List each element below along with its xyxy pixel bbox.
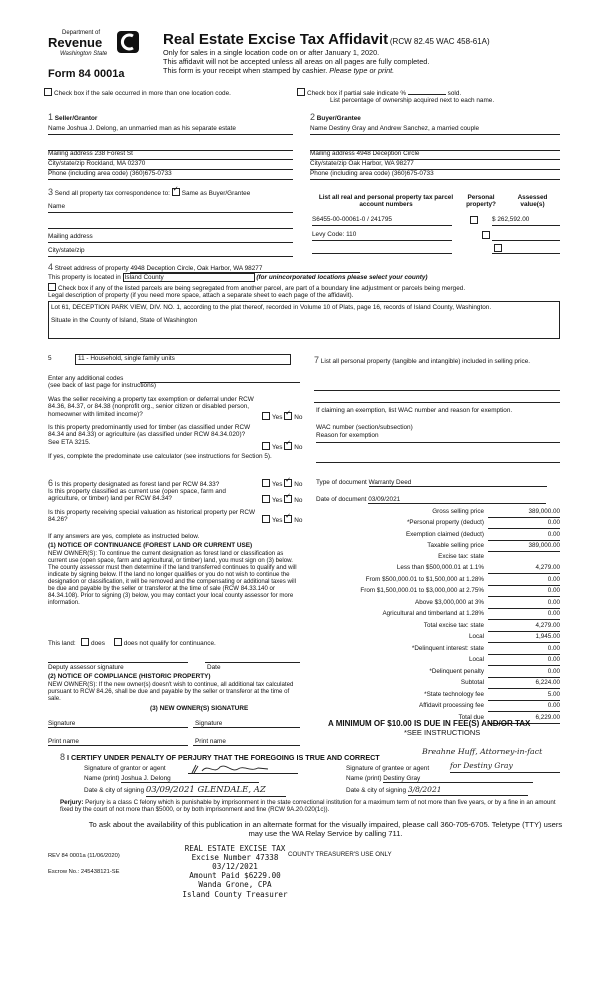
fee-row [300, 654, 560, 666]
seller-name-field[interactable]: Name Joshua J. Delong, an unmarried man as his separate estate [48, 125, 293, 135]
doc-date-field[interactable]: 03/09/2021 [368, 496, 546, 504]
compliance-heading: (2) NOTICE OF COMPLIANCE (HISTORIC PROPERTY) [48, 673, 211, 680]
fee-label: Excise tax: state [438, 553, 484, 561]
checkbox-icon[interactable] [48, 283, 56, 291]
fee-label: Total due [458, 713, 484, 721]
grantor-date-field[interactable]: 03/09/2021 GLENDALE, AZ [146, 786, 286, 797]
fee-value[interactable]: 1,945.00 [488, 631, 560, 643]
fee-label: Gross selling price [432, 507, 484, 515]
section-num-5: 5 [48, 355, 52, 362]
use-code-select[interactable]: 11 - Household, single family units [75, 354, 291, 365]
grantee-sig-label: Signature of grantee or agent [346, 765, 430, 772]
fee-value[interactable]: 4,279.00 [488, 563, 560, 574]
fee-label: Total excise tax: state [423, 621, 484, 629]
additional-codes-label: Enter any additional codes (see back of last page for instructions) [48, 375, 156, 390]
reason-field[interactable] [316, 462, 560, 463]
additional-codes-field[interactable] [140, 375, 300, 383]
assessor-sig-label: Deputy assessor signature [48, 664, 124, 671]
q-timber: Is this property predominantly used for timber (as classified under RCW 84.34 and 84.33) or agriculture (as classified under RCW 84.34.020)? See ETA 3215. [48, 424, 251, 446]
q-timber-yesno: Yes ✓ No [262, 442, 302, 451]
doc-type-field[interactable]: Warranty Deed [369, 479, 547, 487]
seller-city-field[interactable]: City/state/zip Rockland, MA 02370 [48, 160, 293, 170]
signature-label: Signature [48, 720, 76, 727]
fees-table [300, 506, 560, 724]
treasurer-stamp: REAL ESTATE EXCISE TAX Excise Number 47338 03/12/2021 Amount Paid $6229.00 Wanda Grone, CPA Island County Treasurer [182, 844, 288, 899]
q-current-use: Is this property classified as current use (open space, farm and agriculture, or timber) land per RCW 84.34? [48, 488, 226, 503]
assessor-date-label: Date [207, 664, 221, 671]
fee-row [300, 689, 560, 701]
fee-label: Less than $500,000.01 at 1.1% [396, 564, 484, 572]
q-historic: Is this property receiving special valuation as historical property per RCW 84.26? [48, 509, 256, 524]
no-checkbox[interactable] [284, 479, 292, 487]
new-owner-sig-heading: (3) NEW OWNER(S) SIGNATURE [150, 705, 249, 712]
assessed-col-header: Assessed value(s) [517, 194, 548, 209]
assessed-field-3[interactable] [492, 244, 560, 254]
fee-row [300, 597, 560, 609]
fee-label: Exemption claimed (deduct) [405, 530, 484, 538]
corr-mail-field[interactable]: Mailing address [48, 233, 293, 243]
header-note2: This affidavit will not be accepted unless all areas on all pages are fully completed. [163, 57, 430, 67]
fee-row [300, 529, 560, 541]
continuance-body: NEW OWNER(S): To continue the current designation as forest land or classification as current use (open space, farm and agricultural, or timber) land, you must sign on (3) below. The county assessor must then determine if the land transferred continues to qualify and will indicate by signing below. If the land no longer qualifies or you do not wish to continue the designation or classification, it will be removed and the compensating or additional taxes will be due and payable by the seller or transferor at the time of sale (RCW 84.33.140 or 84.34.108). Prior to signing (3) below, you may contact your local county assessor for more information. [48, 550, 297, 606]
form-title-ref: (RCW 82.45 WAC 458-61A) [389, 37, 490, 46]
yes-checkbox[interactable] [262, 442, 270, 450]
fee-label: *State technology fee [424, 690, 484, 698]
dor-logo [44, 30, 144, 86]
seller-heading: Seller/Grantor [54, 115, 98, 122]
assessed-field-2[interactable] [492, 231, 560, 241]
fee-value[interactable]: 0.00 [488, 574, 560, 586]
q-current-use-yesno: Yes ✓ No [262, 495, 302, 504]
fee-row [300, 506, 560, 517]
fee-row [300, 552, 560, 563]
fee-value[interactable]: 6,224.00 [488, 677, 560, 689]
buyer-name-field[interactable]: Name Destiny Gray and Andrew Sanchez, a married couple [310, 125, 560, 135]
located-row: This property is located in Island County (for unincorporated locations please select your county) [48, 274, 428, 281]
yes-checkbox[interactable] [262, 412, 270, 420]
assessor-signature-field[interactable] [48, 662, 188, 663]
fee-value[interactable]: 0.00 [488, 643, 560, 655]
personal-property-field-2[interactable] [314, 394, 560, 403]
fee-row [300, 585, 560, 597]
no-checkbox[interactable] [284, 515, 292, 523]
grantee-signature-field[interactable]: for Destiny Gray [450, 762, 560, 773]
fee-value[interactable]: 0.00 [488, 517, 560, 529]
fee-value[interactable]: 0.00 [488, 529, 560, 541]
rev-number: REV 84 0001a (11/06/2020) [48, 853, 120, 859]
no-checkbox[interactable] [284, 495, 292, 503]
yes-checkbox[interactable] [262, 495, 270, 503]
buyer-mail-field[interactable]: Mailing address 4948 Deception Circle [310, 150, 560, 160]
buyer-phone-field[interactable]: Phone (including area code) (360)675-0733 [310, 170, 560, 180]
continuance-heading: (1) NOTICE OF CONTINUANCE (FOREST LAND OR CURRENT USE) [48, 542, 253, 549]
treasurer-use-label: COUNTY TREASURER'S USE ONLY [288, 851, 392, 858]
personal-property-list: 7 List all personal property (tangible and intangible) included in selling price. [314, 355, 531, 365]
street-address-row: 4 Street address of property 4948 Deception Circle, Oak Harbor, WA 98277 [48, 262, 360, 273]
fee-label: Local [468, 633, 484, 641]
wac-number-field[interactable] [316, 442, 560, 443]
doc-type-row: Type of document Warranty Deed [316, 479, 547, 487]
grantor-signature-icon [188, 763, 298, 775]
fee-value[interactable]: 0.00 [488, 666, 560, 678]
perjury-statement: Perjury: Perjury is a class C felony which is punishable by imprisonment in the state correctional institution for a maximum term of not more than five years, or by a fine in an amount fixed by the court of not more than $5000, or by both imprisonment and fine (RCW 9A.20.020(1c)). [60, 799, 556, 814]
grantee-date-row: Date & city of signing 3/8/2021 [346, 786, 528, 796]
grantor-date-row: Date & city of signing 03/09/2021 GLENDALE, AZ [84, 786, 286, 797]
fee-row [300, 643, 560, 655]
fee-label: Taxable selling price [427, 542, 484, 550]
fee-value[interactable] [488, 552, 560, 563]
fee-row [300, 700, 560, 712]
dept-line1: Department of [62, 30, 101, 36]
escrow-number: Escrow No.: 245438121-SE [48, 869, 120, 875]
fee-label: From $1,500,000.01 to $3,000,000 at 2.75% [360, 587, 484, 595]
fee-value[interactable]: 0.00 [488, 700, 560, 712]
does-not-checkbox[interactable] [114, 638, 122, 646]
checkbox-icon[interactable] [297, 88, 305, 96]
fee-value[interactable]: 6,229.00 [488, 712, 560, 724]
buyer-city-field[interactable]: City/state/zip Oak Harbor, WA 98277 [310, 160, 560, 170]
does-checkbox[interactable] [81, 638, 89, 646]
reason-label: Reason for exemption [316, 432, 379, 439]
dept-line3: Washington State [60, 51, 108, 57]
fee-value[interactable]: 5.00 [488, 689, 560, 701]
certify-statement: 8 I CERTIFY UNDER PENALTY OF PERJURY THAT THE FOREGOING IS TRUE AND CORRECT [60, 752, 380, 762]
header-note1: Only for sales in a single location code on or after January 1, 2020. [163, 48, 380, 57]
wa-logo-icon [116, 30, 140, 54]
county-select[interactable]: Island County [123, 273, 255, 282]
personal-col-header: Personal property? [466, 194, 496, 209]
parcel-field-3[interactable] [312, 244, 452, 254]
fee-value[interactable]: 389,000.00 [488, 506, 560, 517]
seller-name: Joshua J. Delong, an unmarried man as his separate estate [66, 125, 236, 132]
fee-row [300, 608, 560, 620]
fee-row [300, 540, 560, 552]
fee-row [300, 563, 560, 574]
tax-correspondence: 3 Send all property tax correspondence to: ✓ Same as Buyer/Grantee [48, 187, 250, 197]
fee-value[interactable]: 0.00 [488, 608, 560, 620]
form-title: Real Estate Excise Tax Affidavit [163, 31, 389, 48]
q-forest-land: 6 Is this property designated as forest land per RCW 84.33? [48, 478, 220, 488]
fee-label: *Delinquent penalty [429, 667, 484, 675]
fee-row [300, 517, 560, 529]
fee-row [300, 631, 560, 643]
fee-value[interactable]: 0.00 [488, 654, 560, 666]
grantor-sig-label: Signature of grantor or agent [84, 765, 166, 772]
fee-value[interactable]: 4,279.00 [488, 620, 560, 632]
wac-number-label: WAC number (section/subsection) [316, 424, 413, 431]
seller-mail-field[interactable]: Mailing address 238 Forest St [48, 150, 293, 160]
personal-property-checkbox[interactable] [482, 231, 490, 239]
assessed-field[interactable]: $ 262,592.00 [492, 216, 560, 226]
partial-sale-check[interactable]: Check box if partial sale indicate % sold. [297, 88, 461, 97]
grantor-signature-field[interactable] [188, 763, 298, 774]
fee-label: Affidavit processing fee [419, 702, 484, 710]
fee-label: *Delinquent interest: state [411, 644, 484, 652]
segregated-check[interactable]: Check box if any of the listed parcels are being segregated from another parcel, are part of a boundary line adjustment or parcels being merged. [48, 283, 465, 292]
predominate-use-note: If yes, complete the predominate use calculator (see instructions for Section 5). [48, 453, 272, 460]
corr-city-field[interactable]: City/state/zip [48, 247, 293, 257]
section-num-1: 1 [48, 112, 54, 122]
doc-date-row: Date of document 03/09/2021 [316, 496, 546, 504]
seller-phone-field[interactable]: Phone (including area code) (360)675-0733 [48, 170, 293, 180]
fee-row [300, 620, 560, 632]
grantor-name-row: Name (print) Joshua J. Delong [84, 775, 259, 783]
q-exemption: Was the seller receiving a property tax exemption or deferral under RCW 84.36, 84.37, or 84.38 (nonprofit org., senior citizen or disabled person, homeowner with limited income)? [48, 396, 254, 418]
fee-label: Agricultural and timberland at 1.28% [382, 610, 484, 618]
this-land-row: This land: does does not qualify for continuance. [48, 640, 216, 647]
no-checkbox[interactable] [284, 412, 292, 420]
grantee-name-field[interactable]: Destiny Gray [383, 775, 533, 783]
fee-row [300, 666, 560, 678]
legal-description-box[interactable]: Lot 61, DECEPTION PARK VIEW, DIV. NO. 1, according to the plat thereof, recorded in Volume 10 of Plats, page 16, records of Island County, Washington. Situate in the County of Island, State of Washington [48, 301, 560, 339]
checkbox-icon[interactable] [44, 88, 52, 96]
signature-label-2: Signature [195, 720, 223, 727]
street-address-field[interactable]: 4948 Deception Circle, Oak Harbor, WA 98277 [130, 265, 360, 273]
personal-property-checkbox[interactable] [470, 216, 478, 224]
compliance-body: NEW OWNER(S): If the new owner(s) doesn't wish to continue, all additional tax calculated pursuant to RCW 84.26, shall be due and payable by the seller or transferor at the time of sale. [48, 681, 294, 702]
form-number: Form 84 0001a [48, 68, 125, 80]
fee-value[interactable]: 389,000.00 [488, 540, 560, 552]
corr-blank-line[interactable] [48, 219, 293, 229]
same-as-buyer-checkbox[interactable] [172, 188, 180, 196]
fee-label: Local [468, 656, 484, 664]
accessibility-note: To ask about the availability of this publication in an alternate format for the visually impaired, please call 360-705-6705. Teletype (TTY) users may use the WA Relay Service by calling 711. [88, 820, 563, 838]
fee-label: From $500,000.01 to $1,500,000 at 1.28% [365, 575, 484, 583]
wac-intro: If claiming an exemption, list WAC number and reason for exemption. [316, 407, 513, 414]
print-name-label: Print name [48, 738, 79, 745]
parcel-field[interactable]: S6455-00-00061-0 / 241795 [312, 216, 452, 226]
grantee-name-row: Name (print) Destiny Gray [346, 775, 533, 783]
section-num-2: 2 [310, 112, 316, 122]
buyer-heading: Buyer/Grantee [316, 115, 361, 122]
q-historic-yesno: Yes ✓ No [262, 515, 302, 524]
header-note3: This form is your receipt when stamped by cashier. Please type or print. [163, 66, 395, 76]
no-checkbox[interactable] [284, 442, 292, 450]
see-instructions: *SEE INSTRUCTIONS [404, 728, 481, 737]
corr-name-field[interactable]: Name [48, 203, 293, 213]
personal-property-field[interactable] [314, 382, 560, 391]
yes-checkbox[interactable] [262, 479, 270, 487]
fee-value[interactable]: 0.00 [488, 585, 560, 597]
yes-checkbox[interactable] [262, 515, 270, 523]
if-yes-note: If any answers are yes, complete as instructed below. [48, 533, 200, 540]
dept-line2: Revenue [48, 35, 103, 50]
partial-sale-note: List percentage of ownership acquired next to each name. [330, 97, 495, 104]
legal-label: Legal description of property (if you need more space, attach a separate sheet to each page of the affidavit). [48, 292, 354, 299]
fee-label: *Personal property (deduct) [406, 519, 484, 527]
fee-label: Subtotal [460, 679, 484, 687]
levy-field[interactable]: Levy Code: 110 [312, 231, 452, 241]
fee-label: Above $3,000,000 at 3% [415, 598, 484, 606]
fee-row [300, 574, 560, 586]
multi-location-check[interactable]: Check box if the sale occurred in more than one location code. [44, 88, 231, 97]
minimum-due: A MINIMUM OF $10.00 IS DUE IN FEE(S) AND/OR TAX [328, 719, 531, 728]
q-forest-yesno: Yes ✓ No [262, 479, 302, 488]
print-name-label-2: Print name [195, 738, 226, 745]
q-exemption-yesno: Yes ✓ No [262, 412, 302, 421]
attorney-handnote: Breahne Huff, Attorney-in-fact [422, 747, 543, 756]
parcel-col-header: List all real and personal property tax parcel account numbers [318, 194, 454, 209]
grantor-name-field[interactable]: Joshua J. Delong [121, 775, 259, 783]
assessor-date-field[interactable] [205, 662, 300, 663]
grantee-date-field[interactable]: 3/8/2021 [408, 786, 528, 796]
fee-row [300, 677, 560, 689]
fee-value[interactable]: 0.00 [488, 597, 560, 609]
